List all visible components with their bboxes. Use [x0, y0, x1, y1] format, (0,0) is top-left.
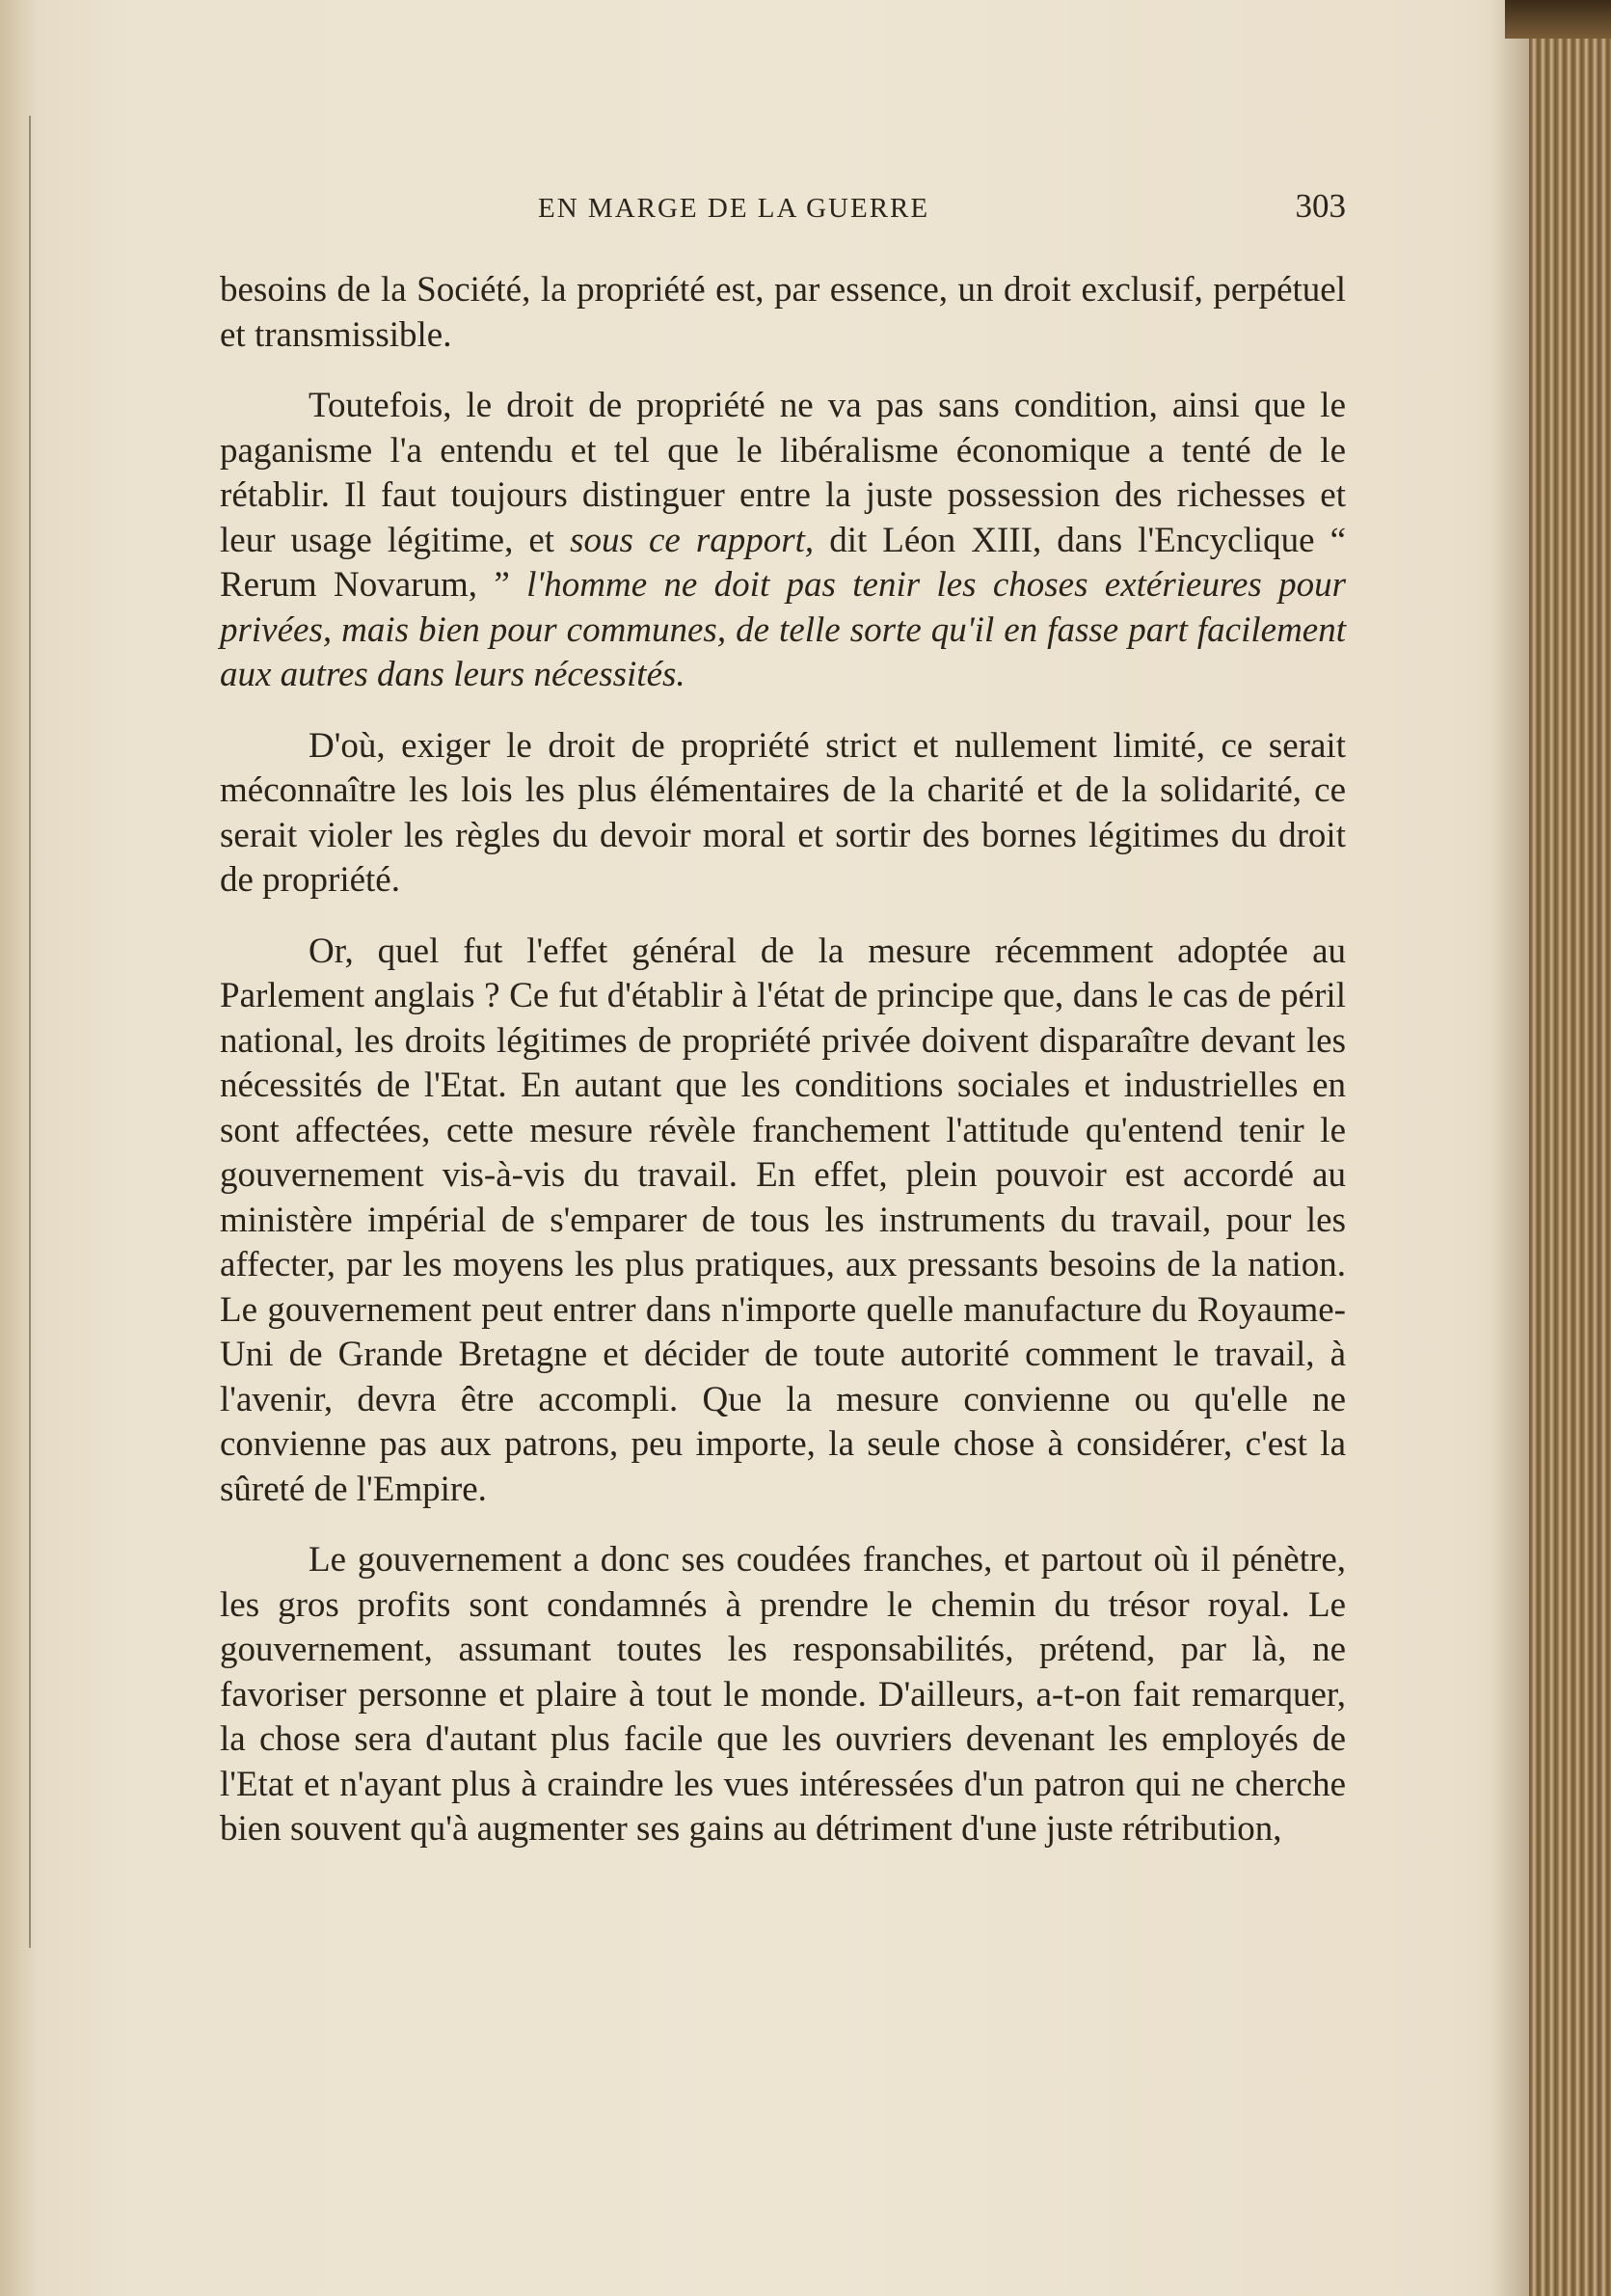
gutter-line [29, 116, 31, 1948]
paragraph-text: Toutefois, le droit de propriété ne va pas sans condition, ainsi que le paganisme l'a entendu et tel que le libéralisme économique a tenté de le rétablir. Il faut toujours distinguer entre la juste possession des richesses et leur usage légitime, et [220, 386, 1346, 560]
page-edge-shadow [1490, 0, 1529, 2296]
paragraph-5 [220, 1538, 1346, 1852]
paragraph-text: besoins de la Société, la propriété est, par essence, un droit exclusif, perpétuel et transmissible. [220, 270, 1346, 355]
paragraph-text: Le gouvernement a donc ses coudées franches, et partout où il pénètre, les gros profits sont condamnés à prendre le chemin du trésor royal. Le gouvernement, assumant toutes les responsabilités, prétend, par là, ne favoriser personne et plaire à tout le monde. D'ailleurs, a-t-on fait remarquer, la chose sera d'autant plus facile que les ouvriers devenant les employés de l'Etat et n'ayant plus à craindre les vues intéressées d'un patron qui ne cherche bien souvent qu'à augmenter ses gains au détriment d'une juste rétribution, [220, 1540, 1346, 1849]
paragraph-text: Or, quel fut l'effet général de la mesure récemment adoptée au Parlement anglais ? Ce fut d'établir à l'état de principe que, dans le cas de péril national, les droits légitimes de propriété privée doivent disparaître devant les nécessités de l'Etat. En autant que les conditions sociales et industrielles en sont affectées, cette mesure révèle franchement l'attitude qu'entend tenir le gouvernement vis-à-vis du travail. En effet, plein pouvoir est accordé au ministère impérial de s'emparer de tous les instruments du travail, pour les affecter, par les moyens les plus pratiques, aux pressants besoins de la nation. Le gouvernement peut entrer dans n'importe quelle manufacture du Royaume-Uni de Grande Bretagne et décider de toute autorité comment le travail, à l'avenir, devra être accompli. Que la mesure convienne ou qu'elle ne convienne pas aux patrons, peu importe, la seule chose à considérer, c'est la sûreté de l'Empire. [220, 931, 1346, 1509]
paragraph-3 [220, 724, 1346, 904]
book-page-edges [1529, 0, 1611, 2296]
body-text [220, 268, 1346, 1878]
running-title: EN MARGE DE LA GUERRE [538, 193, 930, 224]
book-gutter [0, 0, 39, 2296]
italic-quotation: l'homme ne doit pas tenir les choses extérieures pour privées, mais bien pour communes, de telle sorte qu'il en fasse part facilement aux autres dans leurs nécessités. [220, 565, 1346, 694]
book-cover-corner [1505, 0, 1611, 39]
paragraph-text: D'où, exiger le droit de propriété strict et nullement limité, ce serait méconnaître les lois les plus élémentaires de la charité et de la solidarité, ce serait violer les règles du devoir moral et sortir des bornes légitimes du droit de propriété. [220, 725, 1346, 900]
paragraph-2 [220, 384, 1346, 698]
page-number: 303 [1295, 187, 1346, 225]
paragraph-text: dit Léon XIII, dans l'Encyclique “ Rerum Novarum, ” [220, 520, 1346, 605]
page-header [220, 185, 1346, 233]
paragraph-4 [220, 930, 1346, 1513]
italic-phrase: sous ce rapport, [570, 520, 815, 560]
paragraph-1 [220, 268, 1346, 358]
